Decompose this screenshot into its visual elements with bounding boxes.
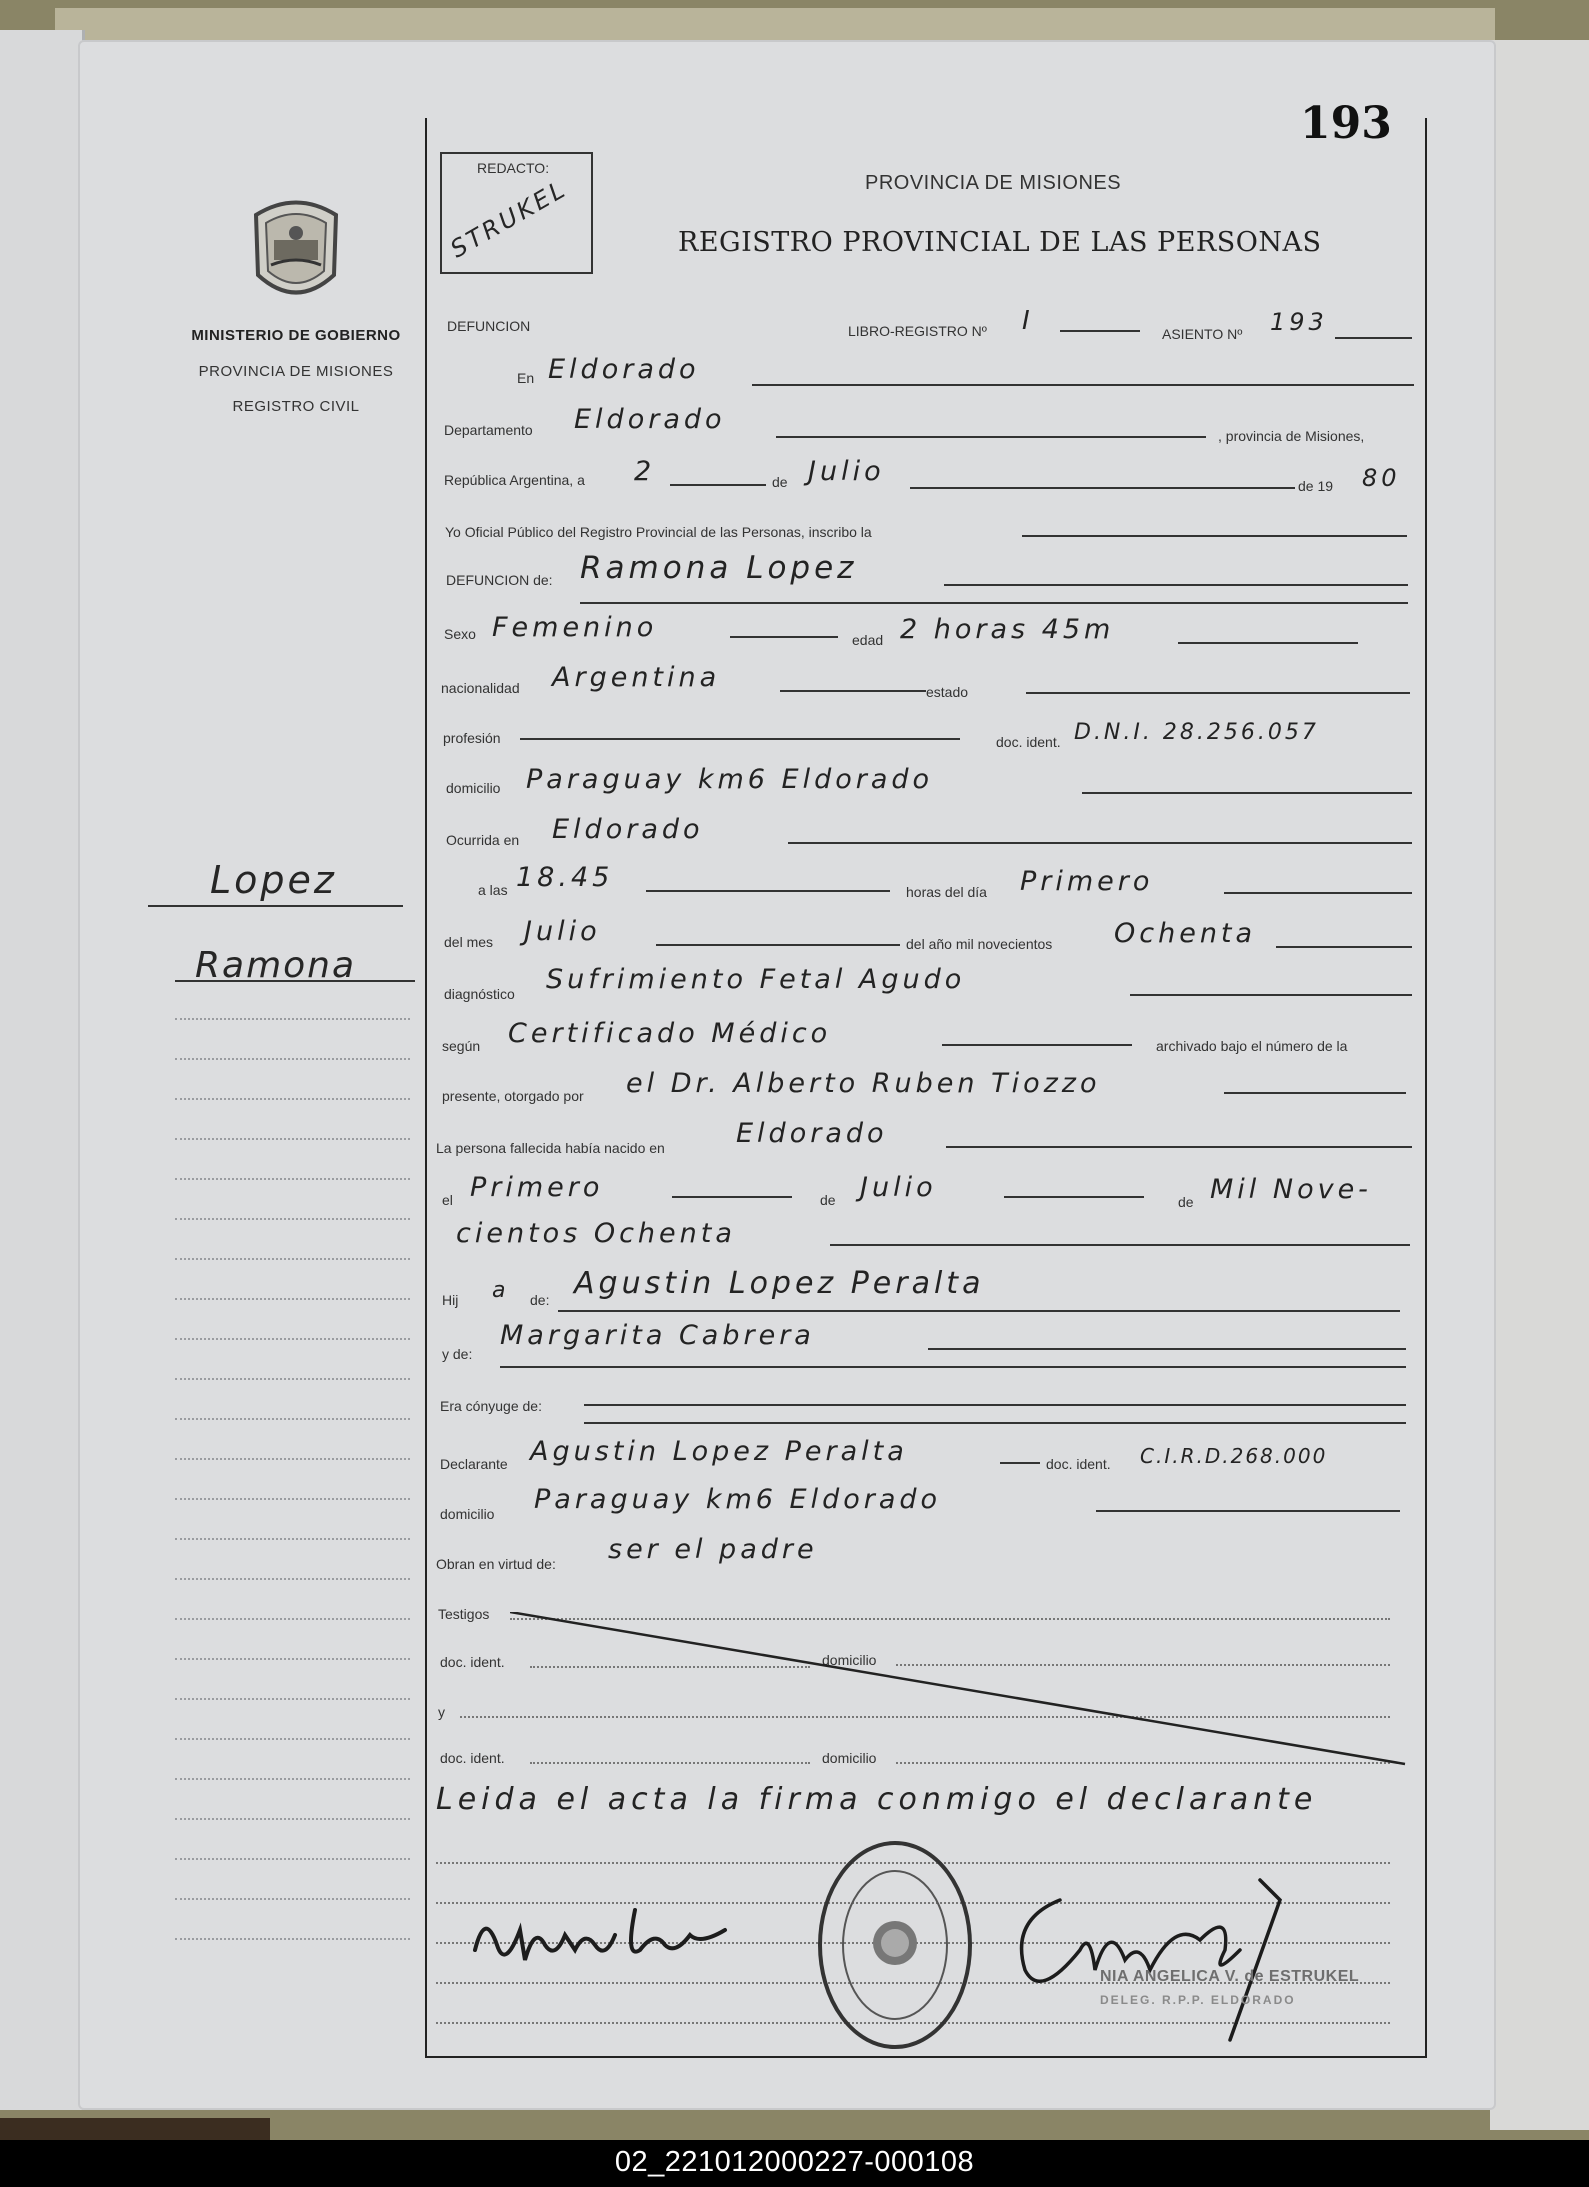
civil-registry-label: REGISTRO CIVIL xyxy=(232,398,360,415)
defuncion-de-value: Ramona Lopez xyxy=(580,550,858,586)
fill-line xyxy=(942,1044,1132,1046)
fill-line xyxy=(830,1244,1410,1246)
official-title-stamp: DELEG. R.P.P. ELDORADO xyxy=(1100,1993,1296,2007)
domicilio-value: Paraguay km6 Eldorado xyxy=(526,764,934,795)
testigo2-doc-label: doc. ident. xyxy=(440,1750,505,1766)
defuncion-de-label: DEFUNCION de: xyxy=(446,572,553,588)
fill-line xyxy=(752,384,1414,386)
libro-value: I xyxy=(1022,306,1034,336)
margin-note-line xyxy=(175,1018,410,1020)
obran-label: Obran en virtud de: xyxy=(436,1556,556,1572)
testigo1-doc-label: doc. ident. xyxy=(440,1654,505,1670)
republica-label: República Argentina, a xyxy=(444,472,585,488)
el-label: el xyxy=(442,1192,453,1208)
redacto-name: STRUKEL xyxy=(445,174,572,264)
fill-line xyxy=(580,602,1408,604)
registry-seal-stamp xyxy=(815,1838,975,2053)
del-mes-label: del mes xyxy=(444,934,494,950)
fill-line xyxy=(672,1196,792,1198)
hij-label: Hij xyxy=(442,1292,459,1308)
left-page-edge xyxy=(0,30,85,2110)
fill-line xyxy=(1224,1092,1406,1094)
fill-line xyxy=(584,1422,1406,1424)
fill-line xyxy=(776,436,1206,438)
fill-line xyxy=(780,690,926,692)
madre-label: y de: xyxy=(442,1346,473,1362)
fill-line xyxy=(646,890,890,892)
edad-value: 2 horas 45m xyxy=(900,614,1115,645)
footer-dark-block xyxy=(0,2118,270,2142)
official-signature xyxy=(1000,1860,1320,2050)
asiento-label: ASIENTO Nº xyxy=(1162,326,1243,342)
decl-doc-value: C.I.R.D.268.000 xyxy=(1140,1444,1328,1468)
margin-note-line xyxy=(175,1858,410,1860)
doc-ident-label: doc. ident. xyxy=(996,734,1061,750)
fill-line xyxy=(656,944,900,946)
testigo-y-label: y xyxy=(438,1704,445,1720)
fill-line xyxy=(928,1348,1406,1350)
hij-suffix: a xyxy=(492,1278,510,1303)
fill-line xyxy=(1004,1196,1144,1198)
margin-note-line xyxy=(175,1658,410,1660)
witness-cancel-slash xyxy=(510,1612,1410,1772)
fill-line xyxy=(1082,792,1412,794)
margin-note-line xyxy=(175,1418,410,1420)
fill-line xyxy=(558,1310,1400,1312)
margin-note-line xyxy=(175,1058,410,1060)
fill-line xyxy=(670,484,766,486)
ocurrida-value: Eldorado xyxy=(552,814,704,845)
cont-value: cientos Ochenta xyxy=(456,1218,736,1249)
fill-line xyxy=(500,1366,1406,1368)
dia-texto-value: Primero xyxy=(1020,866,1154,897)
anio-prefix: de 19 xyxy=(1298,478,1334,494)
de-label: de xyxy=(772,474,788,490)
defuncion-type-label: DEFUNCION xyxy=(447,318,531,334)
margin-surname: Lopez xyxy=(210,858,337,902)
asiento-value: 193 xyxy=(1270,308,1328,336)
province-seal-icon xyxy=(246,195,346,307)
departamento-value: Eldorado xyxy=(574,404,726,435)
a-las-label: a las xyxy=(478,882,508,898)
profesion-label: profesión xyxy=(443,730,501,746)
sexo-value: Femenino xyxy=(492,612,658,643)
fill-line xyxy=(1000,1462,1040,1464)
nacido-value: Eldorado xyxy=(736,1118,888,1149)
fill-line xyxy=(730,636,838,638)
padre-value: Agustin Lopez Peralta xyxy=(574,1266,985,1301)
decl-doc-label: doc. ident. xyxy=(1046,1456,1111,1472)
margin-note-line xyxy=(175,1498,410,1500)
hij-de-label: de: xyxy=(530,1292,550,1308)
margin-note-line xyxy=(175,1458,410,1460)
margin-underline xyxy=(175,980,415,982)
nacido-label: La persona fallecida había nacido en xyxy=(436,1140,665,1156)
fill-line xyxy=(944,584,1408,586)
presente-label: presente, otorgado por xyxy=(442,1088,584,1104)
declarante-label: Declarante xyxy=(440,1456,508,1472)
segun-label: según xyxy=(442,1038,481,1054)
testigo2-dom-label: domicilio xyxy=(822,1750,877,1766)
yo-oficial-text: Yo Oficial Público del Registro Provincial de las Personas, inscribo la xyxy=(445,524,872,540)
anio-mil-value: Ochenta xyxy=(1114,918,1257,949)
en-label: En xyxy=(517,370,535,386)
fill-line xyxy=(1060,330,1140,332)
header-registry: REGISTRO PROVINCIAL DE LAS PERSONAS xyxy=(678,227,1322,258)
header-province: PROVINCIA DE MISIONES xyxy=(865,172,1122,194)
province-left-label: PROVINCIA DE MISIONES xyxy=(198,363,394,380)
margin-note-line xyxy=(175,1258,410,1260)
de3-value: Mil Nove- xyxy=(1210,1174,1372,1205)
fill-line xyxy=(1178,642,1358,644)
decl-dom-label: domicilio xyxy=(440,1506,495,1522)
domicilio-label: domicilio xyxy=(446,780,501,796)
fill-line xyxy=(788,842,1412,844)
conyuge-label: Era cónyuge de: xyxy=(440,1398,542,1414)
margin-note-line xyxy=(175,1618,410,1620)
fill-line xyxy=(1276,946,1412,948)
decl-dom-value: Paraguay km6 Eldorado xyxy=(534,1484,942,1515)
declarant-signature xyxy=(465,1890,740,1980)
margin-underline xyxy=(148,905,403,907)
official-name-stamp: NIA ANGELICA V. de ESTRUKEL xyxy=(1100,1968,1360,1985)
footer-code: 02_221012000227-000108 xyxy=(614,2146,975,2178)
redacto-label: REDACTO: xyxy=(477,160,550,176)
margin-given-name: Ramona xyxy=(195,945,357,986)
margin-note-line xyxy=(175,1178,410,1180)
doc-ident-value: D.N.I. 28.256.057 xyxy=(1074,720,1319,745)
closing-text: Leida el acta la firma conmigo el declarante xyxy=(436,1782,1318,1817)
de2-label: de xyxy=(820,1192,836,1208)
fill-line xyxy=(584,1404,1406,1406)
testigos-label: Testigos xyxy=(438,1606,490,1622)
fill-line xyxy=(1335,337,1412,339)
nacionalidad-label: nacionalidad xyxy=(441,680,520,696)
anio-mil-label: del año mil novecientos xyxy=(906,936,1053,952)
sexo-label: Sexo xyxy=(444,626,476,642)
margin-note-line xyxy=(175,1378,410,1380)
departamento-label: Departamento xyxy=(444,422,533,438)
mes-value: Julio xyxy=(808,456,885,487)
margin-note-line xyxy=(175,1218,410,1220)
margin-note-line xyxy=(175,1098,410,1100)
nacionalidad-value: Argentina xyxy=(552,662,721,693)
de3-label: de xyxy=(1178,1194,1194,1210)
fill-line xyxy=(1096,1510,1400,1512)
diagnostico-value: Sufrimiento Fetal Agudo xyxy=(546,964,966,995)
ministry-label: MINISTERIO DE GOBIERNO xyxy=(191,327,401,344)
fill-line xyxy=(910,487,1295,489)
margin-note-line xyxy=(175,1138,410,1140)
margin-note-line xyxy=(175,1818,410,1820)
provincia-suffix: , provincia de Misiones, xyxy=(1218,428,1365,444)
del-mes-value: Julio xyxy=(524,916,601,947)
fill-line xyxy=(946,1146,1412,1148)
edad-label: edad xyxy=(852,632,884,648)
a-las-value: 18.45 xyxy=(516,862,614,893)
fill-line xyxy=(1130,994,1412,996)
de2-value: Julio xyxy=(860,1172,937,1203)
testigo1-dom-label: domicilio xyxy=(822,1652,877,1668)
margin-note-line xyxy=(175,1938,410,1940)
obran-value: ser el padre xyxy=(608,1534,818,1565)
fill-line xyxy=(520,738,960,740)
anio-value: 80 xyxy=(1362,464,1401,492)
margin-note-line xyxy=(175,1738,410,1740)
presente-value: el Dr. Alberto Ruben Tiozzo xyxy=(626,1068,1101,1099)
madre-value: Margarita Cabrera xyxy=(500,1320,815,1351)
ocurrida-label: Ocurrida en xyxy=(446,832,520,848)
en-value: Eldorado xyxy=(548,354,700,385)
margin-note-line xyxy=(175,1538,410,1540)
declarante-value: Agustin Lopez Peralta xyxy=(530,1436,908,1467)
el-value: Primero xyxy=(470,1172,604,1203)
fill-line xyxy=(1026,692,1410,694)
fill-line xyxy=(1224,892,1412,894)
archivado-label: archivado bajo el número de la xyxy=(1156,1038,1348,1054)
dia-value: 2 xyxy=(634,456,656,487)
margin-note-line xyxy=(175,1338,410,1340)
margin-note-line xyxy=(175,1778,410,1780)
fill-line xyxy=(1022,535,1407,537)
segun-value: Certificado Médico xyxy=(508,1018,832,1049)
right-page-edge xyxy=(1490,40,1589,2130)
libro-label: LIBRO-REGISTRO Nº xyxy=(848,323,987,339)
estado-label: estado xyxy=(926,684,969,700)
page-number: 193 xyxy=(1300,98,1392,149)
margin-note-line xyxy=(175,1578,410,1580)
margin-note-line xyxy=(175,1698,410,1700)
margin-note-line xyxy=(175,1898,410,1900)
margin-note-line xyxy=(175,1298,410,1300)
diagnostico-label: diagnóstico xyxy=(444,986,515,1002)
horas-label: horas del día xyxy=(906,884,987,900)
